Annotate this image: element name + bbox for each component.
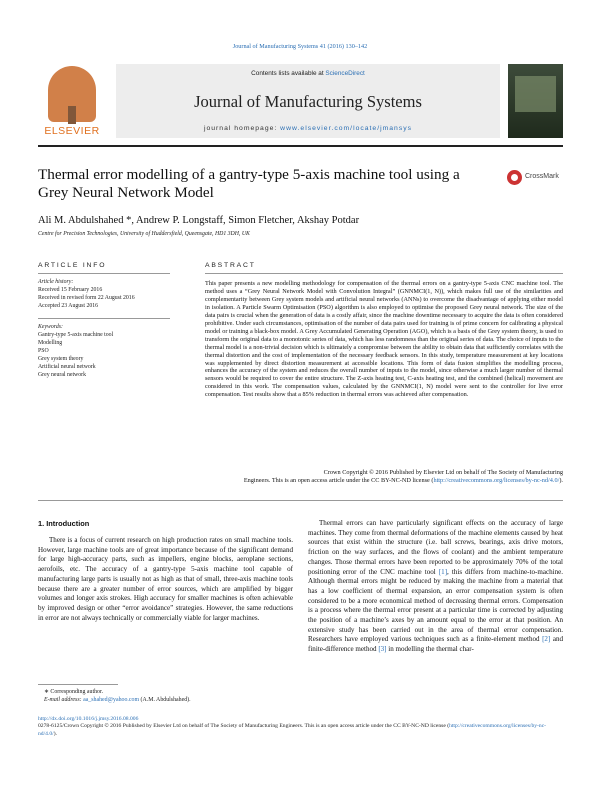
journal-title: Journal of Manufacturing Systems — [194, 92, 422, 111]
keyword-item: PSO — [38, 348, 49, 354]
citation-link[interactable]: [2] — [542, 635, 551, 644]
section-heading: 1. Introduction — [38, 519, 90, 528]
email-label: E-mail address: — [44, 697, 82, 703]
masthead — [38, 64, 563, 144]
history-label: Article history: — [38, 279, 74, 285]
license-end: ). — [53, 730, 57, 737]
sciencedirect-link[interactable]: ScienceDirect — [325, 70, 365, 77]
footnote-divider — [38, 684, 118, 685]
keyword-item: Modelling — [38, 340, 63, 346]
article-info-heading: ARTICLE INFO — [38, 262, 107, 269]
contents-prefix: Contents lists available at — [251, 70, 324, 77]
history-received: Received 15 February 2016 — [38, 287, 103, 293]
license-statement — [38, 723, 563, 738]
crossmark-label: CrossMark — [525, 173, 559, 180]
license-link[interactable]: http://creativecommons.org/licenses/by-nc-nd/4.0/ — [38, 723, 547, 737]
article-title: Thermal error modelling of a gantry-type 5-axis machine tool using a Grey Neural Network Model — [38, 166, 460, 201]
crossmark-button[interactable] — [507, 170, 563, 186]
copyright-end: ). — [559, 476, 563, 484]
keyword-item: Grey system theory — [38, 356, 84, 362]
copyright-line2: Engineers. This is an open access article under the CC BY-NC-ND license ( — [243, 476, 434, 484]
homepage-prefix: journal homepage: — [203, 125, 278, 132]
crossmark-icon — [507, 170, 522, 185]
keywords-label: Keywords: — [38, 324, 63, 330]
citation-link[interactable]: [3] — [378, 645, 387, 654]
elsevier-logo — [38, 64, 106, 138]
license-link[interactable]: http://creativecommons.org/licenses/by-nc-nd/4.0/ — [433, 476, 560, 484]
history-revised: Received in revised form 22 August 2016 — [38, 295, 135, 301]
homepage-link[interactable]: www.elsevier.com/locate/jmansys — [280, 125, 413, 132]
homepage-line — [116, 125, 500, 132]
para2-text: Thermal errors can have particularly significant effects on the accuracy of large machines. They come from thermal deformations of the machine elements caused by heat sources that exist within the structure (i.e. ball screws, bearings, axis drive motors, friction on the way surfaces, and the flows of coolant) and the ambient temperature changes. Those thermal errors have been reported to be approximately 70% of the total positioning error of the CNC machine tool — [308, 519, 563, 576]
journal-reference[interactable]: Journal of Manufacturing Systems 41 (2016) 130–142 — [232, 43, 368, 50]
history-accepted: Accepted 23 August 2016 — [38, 303, 99, 309]
header-divider — [38, 145, 563, 147]
abstract-bottom-divider — [38, 500, 563, 501]
masthead-band — [116, 64, 500, 138]
footnote — [38, 688, 298, 704]
contents-line — [116, 70, 500, 77]
para2-text: and finite-difference method — [308, 635, 564, 654]
tree-icon — [48, 66, 96, 122]
citation-link[interactable]: [1] — [438, 567, 448, 576]
corresponding-author-note: ∗ Corresponding author. — [44, 689, 104, 695]
abstract-text: This paper presents a new modelling methodology for compensation of the thermal errors on a gantry-type 5-axis CNC machine tool. The method uses a “Grey Neural Network Model with Convolution Integral” (GNNMCI(1, N)), which makes full use of the similarities and complementarity between Grey system models and artificial neural networks (ANNs) to overcome the disadvantage of applying either model in isolation. A Particle Swarm Optimisation (PSO) algorithm is also employed to optimise the proposed Grey neural network. The size of the data pairs is crucial when the generation of data is a costly affair, since the machine downtime necessary to acquire the data is often considered prohibitive. Under such circumstances, optimisation of the number of data pairs used for training is of prime concern for calibrating a physical model or training a black-box model. A Grey Accumulated Generating Operation (AGO), which is a basis of the Grey system theory, is used to transform the original data to a monotonic series of data, which has less randomness than the original series of data. The choice of inputs to the thermal model is a non-trivial decision which is ultimately a compromise between the ability to obtain data that sufficiently correlates with the thermal distortion and the cost of implementation of the necessary feedback sensors. In this study, temperature measurement at key locations was supplemented by direct distortion measurement at accessible locations. This form of data fusion simplifies the modelling process, enhances the accuracy of the system and reduces the overall number of inputs to the model, since otherwise a much larger number of thermal sensors would be required to cover the entire structure. The Z-axis heating test, C-axis heating test, and the combined (helical) movement are considered in this work. The compensation values, calculated by the GNNMCI(1, N) model were sent to the controller for live error compensation. Test results show that a 85% reduction in thermal errors was achieved after compensation. — [205, 280, 563, 399]
intro-paragraph-2 — [308, 519, 563, 655]
copyright-line1: Crown Copyright © 2016 Published by Elsevier Ltd on behalf of The Society of Manufacturing — [323, 469, 563, 476]
keyword-item: Gantry-type 5-axis machine tool — [38, 332, 114, 338]
keywords-divider — [38, 318, 170, 319]
doi-link[interactable]: http://dx.doi.org/10.1016/j.jmsy.2016.08.006 — [38, 716, 139, 722]
bottom-metadata — [38, 716, 563, 738]
abstract-divider — [205, 273, 563, 274]
publisher-name: ELSEVIER — [44, 125, 100, 137]
article-info-divider — [38, 273, 170, 274]
copyright-notice — [205, 469, 563, 485]
email-suffix: (A.M. Abdulshahed). — [140, 697, 191, 703]
keyword-item: Artificial neural network — [38, 364, 96, 370]
author-list: Ali M. Abdulshahed *, Andrew P. Longstaff, Simon Fletcher, Akshay Potdar — [38, 215, 360, 226]
license-text: 0278-6125/Crown Copyright © 2016 Published by Elsevier Ltd on behalf of The Society of Manufacturing Engineers. This is an open access article under the CC BY-NC-ND license ( — [38, 723, 450, 730]
para2-text: , this differs from machine-to-machine. Although thermal errors might be reduced by making the machine from a material that has a low coefficient of thermal expansion, an error compensation system is often considered to be a more economical method of decreasing thermal errors. Compensation is a process where the thermal error present at a particular time is corrected by adjusting the position of a machine’s axes by an amount equal to the error at that position. An extensive study has been carried out in the area of thermal error compensation. Researchers have employed various techniques such as a finite-element method — [308, 567, 563, 644]
email-line — [38, 696, 298, 704]
journal-cover-image — [508, 64, 563, 138]
affiliation: Centre for Precision Technologies, University of Huddersfield, Queensgate, HD1 3DH, UK — [38, 231, 250, 237]
abstract-heading: ABSTRACT — [205, 262, 256, 269]
intro-paragraph-1: There is a focus of current research on high production rates on small machine tools. However, large machine tools are of great importance because of the significant demand for large high-accuracy parts, such as impellers, engine blocks, aeroplane sections, aerofoils, etc. The accuracy of a gantry-type 5-axis machine tool capable of manufacturing large parts is usually not as high as that of small, three-axis machine tools because there are a greater number of error sources, which are amplified by bigger volumes and longer axis strokes. High accuracy for smaller machines is often achievable by improved design or other “error avoidance” strategies. However, the same reductions in error are not always technically or commercially viable for larger machines. — [38, 536, 293, 622]
cover-artwork — [515, 76, 556, 112]
keyword-item: Grey neural network — [38, 372, 86, 378]
para2-text: in modelling the thermal char- — [386, 645, 474, 654]
email-link[interactable]: aa_shahed@yahoo.com — [83, 697, 140, 703]
